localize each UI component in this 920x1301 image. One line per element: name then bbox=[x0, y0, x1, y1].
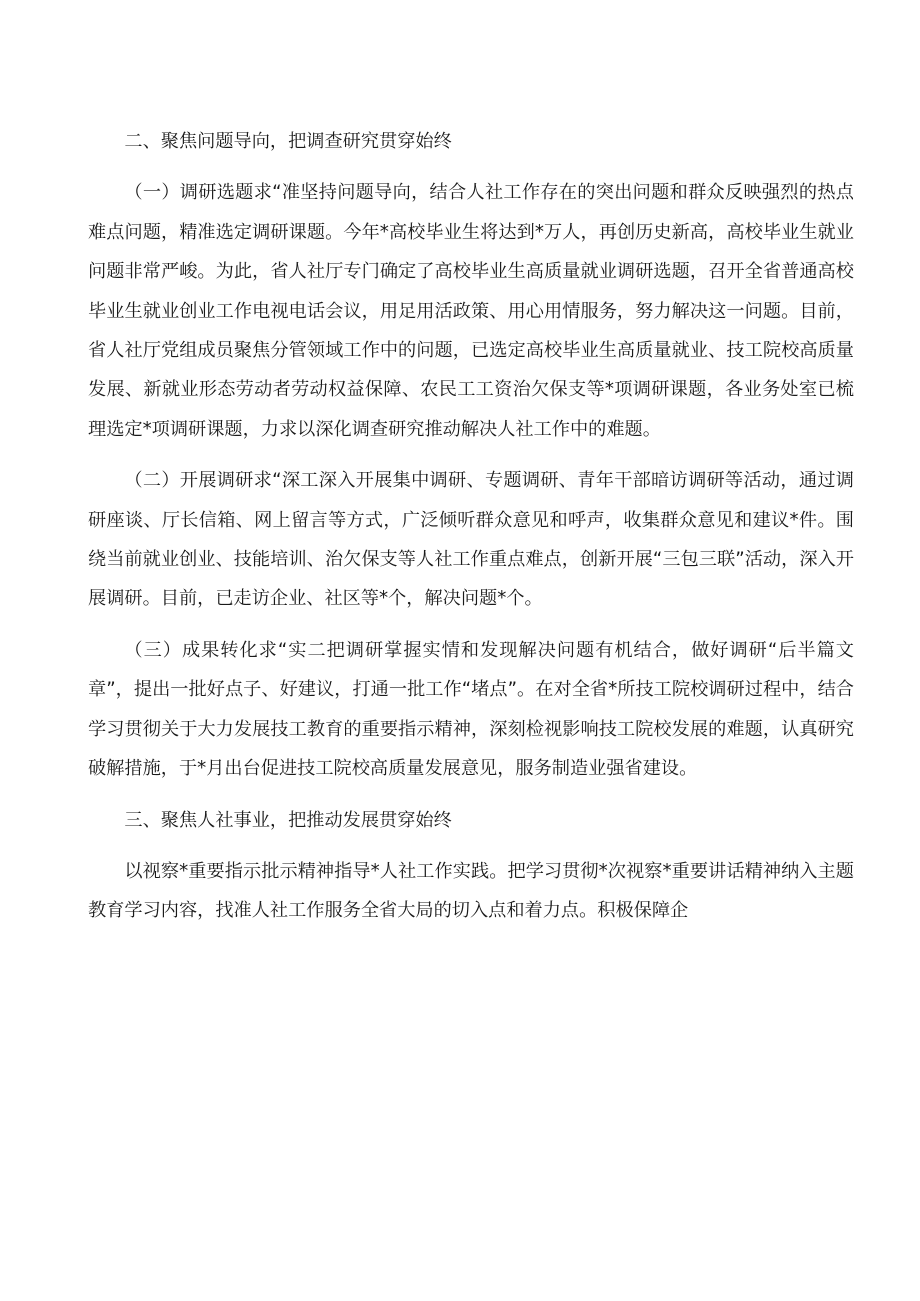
paragraph-inspection-guidance: 以视察*重要指示批示精神指导*人社工作实践。把学习贯彻*次视察*重要讲话精神纳入主题教育学习内容，找准人社工作服务全省大局的切入点和着力点。积极保障企 bbox=[88, 860, 854, 922]
paragraph-conduct-research: （二）开展调研求“深工深入开展集中调研、专题调研、青年干部暗访调研等活动，通过调研座谈、厅长信箱、网上留言等方式，广泛倾听群众意见和呼声，收集群众意见和建议*件。围绕当前就业创业、技能培训、治欠保支等人社工作重点难点，创新开展“三包三联”活动，深入开展调研。目前，已走访企业、社区等*个，解决问题*个。 bbox=[88, 470, 854, 610]
document-body bbox=[88, 122, 854, 931]
section-heading-3: 三、聚焦人社事业，把推动发展贯穿始终 bbox=[124, 809, 452, 831]
section-heading-2: 二、聚焦问题导向，把调查研究贯穿始终 bbox=[124, 131, 452, 152]
paragraph-research-topic: （一）调研选题求“准坚持问题导向，结合人社工作存在的突出问题和群众反映强烈的热点难点问题，精准选定调研课题。今年*高校毕业生将达到*万人，再创历史新高，高校毕业生就业问题非常严峻。为此，省人社厅专门确定了高校毕业生高质量就业调研选题，召开全省普通高校毕业生就业创业工作电视电话会议，用足用活政策、用心用情服务，努力解决这一问题。目前，省人社厅党组成员聚焦分管领域工作中的问题，已选定高校毕业生高质量就业、技工院校高质量发展、新就业形态劳动者劳动权益保障、农民工工资治欠保支等*项调研课题，各业务处室已梳理选定*项调研课题，力求以深化调查研究推动解决人社工作中的难题。 bbox=[88, 182, 854, 440]
paragraph-results-transformation: （三）成果转化求“实二把调研掌握实情和发现解决问题有机结合，做好调研“后半篇文章”，提出一批好点子、好建议，打通一批工作“堵点”。在对全省*所技工院校调研过程中，结合学习贯彻关于大力发展技工教育的重要指示精神，深刻检视影响技工院校发展的难题，认真研究破解措施，于*月出台促进技工院校高质量发展意见，服务制造业强省建设。 bbox=[88, 639, 854, 780]
